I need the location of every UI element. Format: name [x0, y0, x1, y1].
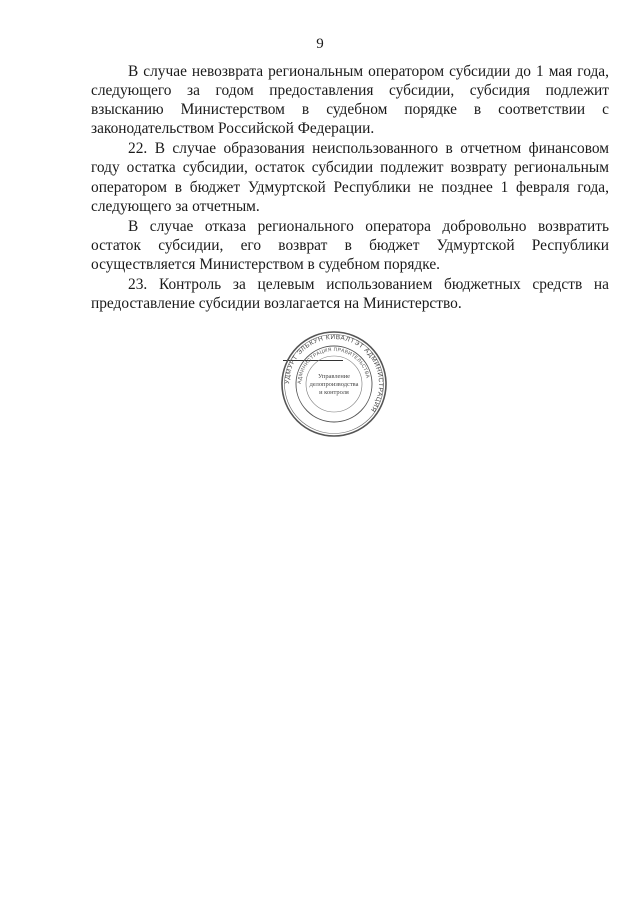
paragraph: 22. В случае образования неиспользованного в отчетном финансовом году остатка субсидии, остаток субсидии подлежит возврату региональным оператором в бюджет Удмуртской Республики не позднее 1 февраля года, следующего за отчетным. — [91, 140, 609, 215]
page-number: 9 — [316, 36, 324, 52]
paragraph: 23. Контроль за целевым использованием бюджетных средств на предоставление субсидии возлагается на Министерство. — [91, 276, 609, 313]
stamp-center-line-1: Управление — [317, 373, 351, 380]
official-stamp — [280, 330, 388, 438]
stamp-outer-text: УДМУРТ ЭЛЬКУН КИВАЛТЭТ АДМИНИСТРАЦИЯ — [283, 333, 385, 414]
paragraph: В случае невозврата региональным оператором субсидии до 1 мая года, следующего за годом предоставления субсидии, субсидия подлежит взысканию Министерством в судебном порядке в соответствии с законодательством Российской Федерации. — [91, 63, 609, 138]
stamp-inner-text: АДМИНИСТРАЦИЯ ПРАВИТЕЛЬСТВА — [296, 346, 371, 385]
stamp-center-line-3: и контроля — [319, 389, 349, 396]
paragraph: В случае отказа регионального оператора добровольно возвратить остаток субсидии, его возврат в бюджет Удмуртской Республики осуществляется Министерством в судебном порядке. — [91, 217, 609, 273]
document-body — [91, 62, 609, 314]
stamp-seal-icon — [280, 330, 388, 438]
stamp-center-line-2: делопроизводства — [309, 381, 359, 388]
